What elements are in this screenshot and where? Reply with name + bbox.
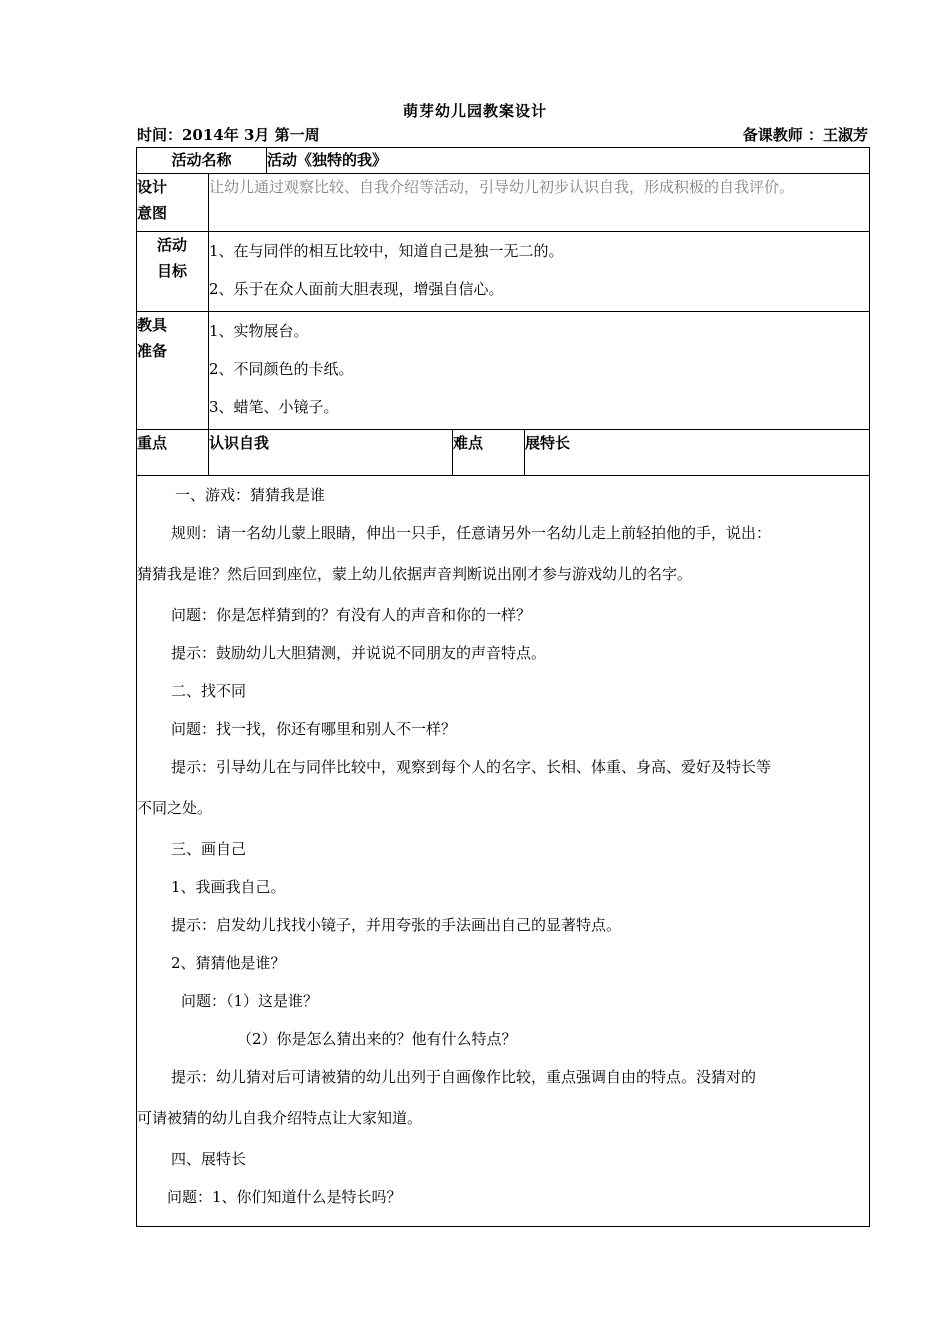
prep-label-line-2: 准备 [137,342,168,360]
process-paragraph: 可请被猜的幼儿自我介绍特点让大家知道。 [137,1109,423,1127]
material-item: 1、实物展台。 [209,322,309,340]
design-label-line-1: 设计 [137,178,168,196]
process-paragraph: 问题：1、你们知道什么是特长吗？ [167,1188,402,1206]
row-activity-name [137,148,870,174]
goal-item: 2、乐于在众人面前大胆表现，增强自信心。 [209,280,504,298]
material-item: 2、不同颜色的卡纸。 [209,360,354,378]
activity-name-value: 活动《独特的我》 [267,148,870,174]
activity-name-label: 活动名称 [137,148,267,174]
materials-value [209,312,870,430]
process-paragraph: 1、我画我自己。 [171,878,286,896]
process-heading: 二、找不同 [171,682,247,700]
row-key-difficult [137,430,870,476]
goal-item: 1、在与同伴的相互比较中，知道自己是独一无二的。 [209,242,564,260]
process-paragraph: 不同之处。 [137,799,213,817]
design-label-line-2: 意图 [137,204,168,222]
row-process [137,476,870,1227]
design-intent-value: 让幼儿通过观察比较、自我介绍等活动，引导幼儿初步认识自我，形成积极的自我评价。 [209,174,870,232]
teacher-label: 备课教师 ：王淑芳 [742,126,868,144]
goal-label-line-1: 活动 [157,236,188,254]
material-item: 3、蜡笔、小镜子。 [209,398,339,416]
row-materials [137,312,870,430]
process-paragraph: 提示：鼓励幼儿大胆猜测，并说说不同朋友的声音特点。 [171,644,547,662]
process-heading: 四、展特长 [171,1150,247,1168]
row-design-intent [137,174,870,232]
time-label: 时间：2014年 3月 第一周 [137,126,320,144]
process-paragraph: 问题：（1）这是谁？ [181,992,319,1010]
page-title: 萌芽幼儿园教案设计 [402,102,547,120]
process-paragraph: 猜猜我是谁？然后回到座位，蒙上幼儿依据声音判断说出刚才参与游戏幼儿的名字。 [137,565,693,583]
activity-process [137,476,870,1227]
process-paragraph: 提示：启发幼儿找找小镜子，并用夸张的手法画出自己的显著特点。 [171,916,622,934]
difficult-point-label: 难点 [453,430,525,476]
row-goals [137,232,870,312]
prep-label [137,312,209,430]
key-point-label: 重点 [137,430,209,476]
prep-label-line-1: 教具 [137,316,168,334]
process-heading: 一、游戏：猜猜我是谁 [175,486,326,504]
goals-value [209,232,870,312]
process-heading: 三、画自己 [171,840,247,858]
process-paragraph: 2、猜猜他是谁？ [171,954,286,972]
process-paragraph: 规则：请一名幼儿蒙上眼睛，伸出一只手，任意请另外一名幼儿走上前轻拍他的手，说出： [171,524,772,542]
process-paragraph: （2）你是怎么猜出来的？他有什么特点？ [237,1030,517,1048]
goal-label [137,232,209,312]
process-paragraph: 提示：引导幼儿在与同伴比较中，观察到每个人的名字、长相、体重、身高、爱好及特长等 [171,758,772,776]
process-paragraph: 问题：你是怎样猜到的？有没有人的声音和你的一样？ [171,606,532,624]
goal-label-line-2: 目标 [157,262,188,280]
difficult-point-value: 展特长 [525,430,870,476]
process-paragraph: 问题：找一找，你还有哪里和别人不一样？ [171,720,457,738]
lesson-plan-table [136,147,870,1227]
process-paragraph: 提示：幼儿猜对后可请被猜的幼儿出列于自画像作比较，重点强调自由的特点。没猜对的 [171,1068,757,1086]
design-intent-label [137,174,209,232]
key-point-value: 认识自我 [209,430,453,476]
